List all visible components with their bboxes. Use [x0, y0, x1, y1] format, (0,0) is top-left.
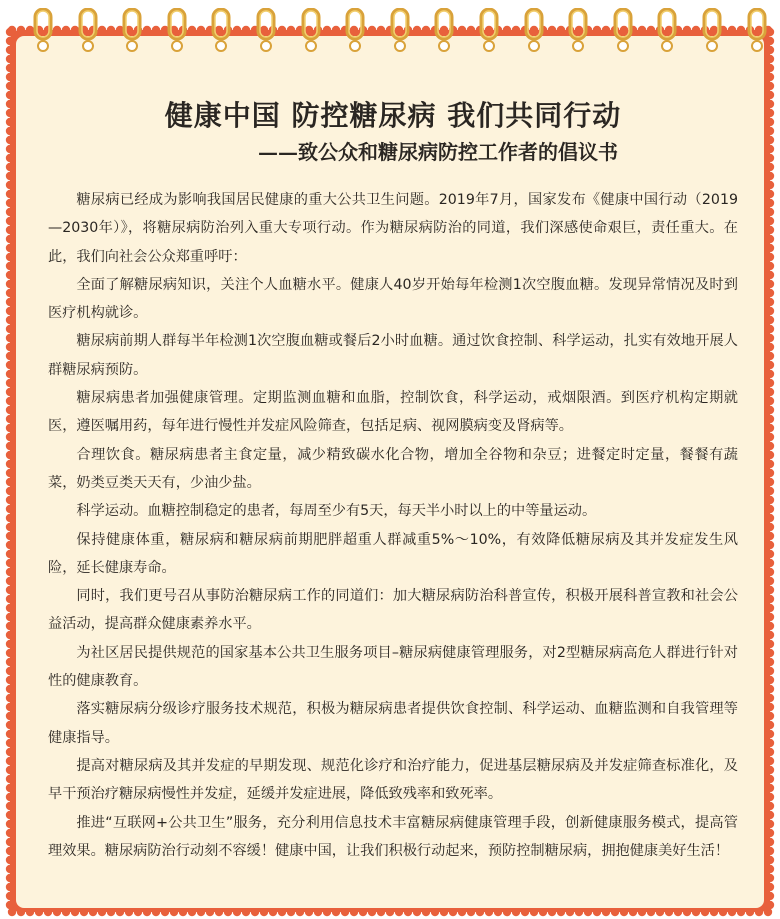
paragraph-7: 保持健康体重，糖尿病和糖尿病前期肥胖超重人群减重5%～10%，有效降低糖尿病及其并发症发生风险，延长健康寿命。 [48, 531, 738, 576]
paragraph-2: 全面了解糖尿病知识，关注个人血糖水平。健康人40岁开始每年检测1次空腹血糖。发现异常情况及时到医疗机构就诊。 [48, 276, 738, 322]
binder-ring [344, 8, 366, 54]
binder-ring [656, 8, 678, 54]
paragraph-3: 糖尿病前期人群每半年检测1次空腹血糖或餐后2小时血糖。通过饮食控制、科学运动，扎实有效地开展人群糖尿病预防。 [48, 333, 738, 378]
binder-ring [32, 8, 54, 54]
binder-ring [77, 8, 99, 54]
letter-content [48, 96, 738, 865]
paragraph-11: 提高对糖尿病及其并发症的早期发现、规范化诊疗和治疗能力，促进基层糖尿病及并发症筛查标准化，及早干预治疗糖尿病慢性并发症，延缓并发症进展，降低致残率和致死率。 [48, 757, 738, 803]
paragraph-9: 为社区居民提供规范的国家基本公共卫生服务项目–糖尿病健康管理服务，对2型糖尿病高危人群进行针对性的健康教育。 [48, 644, 738, 690]
paragraph-6: 科学运动。血糖控制稳定的患者，每周至少有5天，每天半小时以上的中等量运动。 [76, 503, 597, 520]
binder-ring [746, 8, 768, 54]
binder-ring [166, 8, 188, 54]
binder-ring [478, 8, 500, 54]
page-subtitle: ——致公众和糖尿病防控工作者的倡议书 [258, 140, 618, 164]
binder-ring [433, 8, 455, 54]
letter-body [48, 186, 738, 865]
paragraph-5: 合理饮食。糖尿病患者主食定量，减少精致碳水化合物，增加全谷物和杂豆；进餐定时定量，餐餐有蔬菜，奶类豆类天天有，少油少盐。 [48, 446, 738, 491]
binder-ring [612, 8, 634, 54]
binder-ring [567, 8, 589, 54]
binder-ring [210, 8, 232, 54]
binder-ring [300, 8, 322, 54]
paragraph-10: 落实糖尿病分级诊疗服务技术规范，积极为糖尿病患者提供饮食控制、科学运动、血糖监测和自我管理等健康指导。 [48, 701, 738, 746]
binder-ring [255, 8, 277, 54]
binder-ring [121, 8, 143, 54]
binder-rings [0, 0, 780, 60]
binder-ring [389, 8, 411, 54]
paragraph-4: 糖尿病患者加强健康管理。定期监测血糖和血脂，控制饮食，科学运动，戒烟限酒。到医疗机构定期就医，遵医嘱用药，每年进行慢性并发症风险筛查，包括足病、视网膜病变及肾病等。 [48, 390, 738, 435]
paragraph-1: 糖尿病已经成为影响我国居民健康的重大公共卫生问题。2019年7月，国家发布《健康中国行动（2019—2030年）》，将糖尿病防治列入重大专项行动。作为糖尿病防治的同道，我们深感使命艰巨，责任重大。在此，我们向社会公众郑重呼吁： [48, 192, 738, 265]
page-title: 健康中国 防控糖尿病 我们共同行动 [164, 99, 622, 132]
paragraph-12: 推进“互联网+公共卫生”服务，充分利用信息技术丰富糖尿病健康管理手段，创新健康服务模式，提高管理效果。糖尿病防治行动刻不容缓！健康中国，让我们积极行动起来，预防控制糖尿病，拥抱健康美好生活！ [48, 814, 738, 859]
paragraph-8: 同时，我们更号召从事防治糖尿病工作的同道们：加大糖尿病防治科普宣传，积极开展科普宣教和社会公益活动，提高群众健康素养水平。 [48, 588, 738, 633]
binder-ring [523, 8, 545, 54]
binder-ring [701, 8, 723, 54]
